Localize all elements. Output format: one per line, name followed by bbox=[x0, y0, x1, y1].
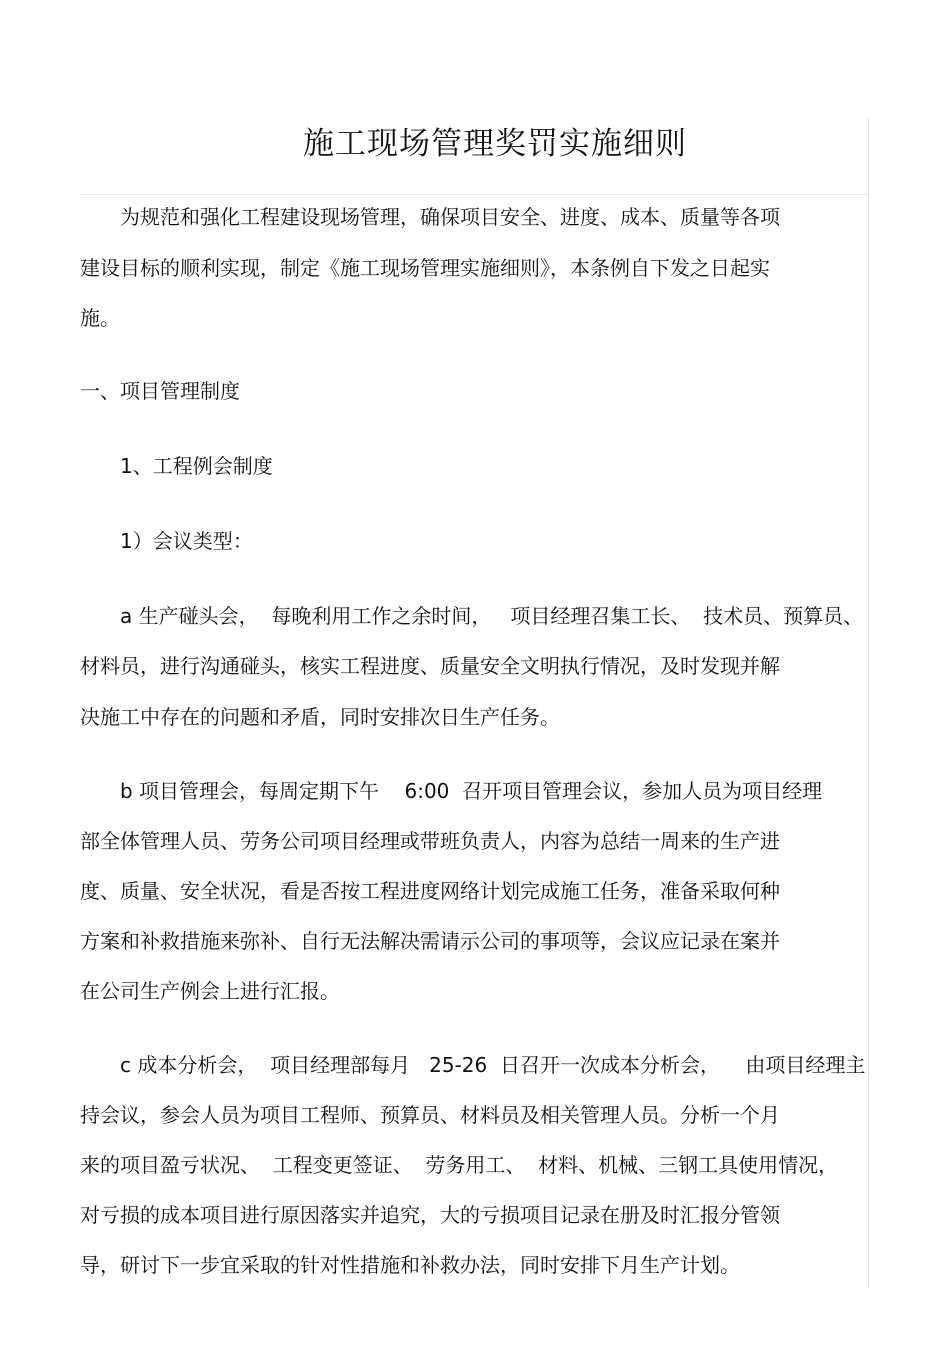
para-c-line-4: 对亏损的成本项目进行原因落实并追究，大的亏损项目记录在册及时汇报分管领 bbox=[80, 1203, 780, 1227]
para-b-line-2: 部全体管理人员、劳务公司项目经理或带班负责人，内容为总结一周来的生产进 bbox=[80, 829, 780, 853]
para-a-line-2: 材料员，进行沟通碰头，核实工程进度、质量安全文明执行情况，及时发现并解 bbox=[80, 654, 780, 678]
para-c-line-5: 导，研讨下一步宜采取的针对性措施和补救办法，同时安排下月生产计划。 bbox=[80, 1253, 740, 1277]
item-heading: 1）会议类型： bbox=[120, 529, 253, 553]
intro-line-1: 为规范和强化工程建设现场管理，确保项目安全、进度、成本、质量等各项 bbox=[120, 205, 780, 229]
para-b-line-1: b 项目管理会，每周定期下午 6:00 召开项目管理会议，参加人员为项目经理 bbox=[120, 779, 823, 803]
para-b-line-3: 度、质量、安全状况，看是否按工程进度网络计划完成施工任务，准备采取何种 bbox=[80, 879, 780, 903]
subsection-heading: 1、工程例会制度 bbox=[120, 454, 273, 478]
para-b-line-4: 方案和补救措施来弥补、自行无法解决需请示公司的事项等，会议应记录在案并 bbox=[80, 929, 780, 953]
page-border-right bbox=[868, 118, 869, 1288]
page-border-top bbox=[80, 194, 869, 195]
para-a-line-3: 决施工中存在的问题和矛盾，同时安排次日生产任务。 bbox=[80, 705, 560, 729]
para-c-line-1: c 成本分析会， 项目经理部每月 25-26 日召开一次成本分析会， 由项目经理主 bbox=[120, 1053, 866, 1077]
document-title: 施工现场管理奖罚实施细则 bbox=[303, 126, 687, 162]
para-c-line-3: 来的项目盈亏状况、 工程变更签证、 劳务用工、 材料、机械、三钢工具使用情况， bbox=[80, 1153, 839, 1177]
para-a-line-1: a 生产碰头会， 每晚利用工作之余时间， 项目经理召集工长、 技术员、预算员、 bbox=[120, 604, 864, 628]
intro-line-3: 施。 bbox=[80, 306, 120, 330]
para-b-line-5: 在公司生产例会上进行汇报。 bbox=[80, 979, 340, 1003]
para-c-line-2: 持会议，参会人员为项目工程师、预算员、材料员及相关管理人员。分析一个月 bbox=[80, 1103, 780, 1127]
section-heading: 一、项目管理制度 bbox=[80, 379, 240, 403]
intro-line-2: 建设目标的顺利实现，制定《施工现场管理实施细则》，本条例自下发之日起实 bbox=[80, 256, 770, 280]
